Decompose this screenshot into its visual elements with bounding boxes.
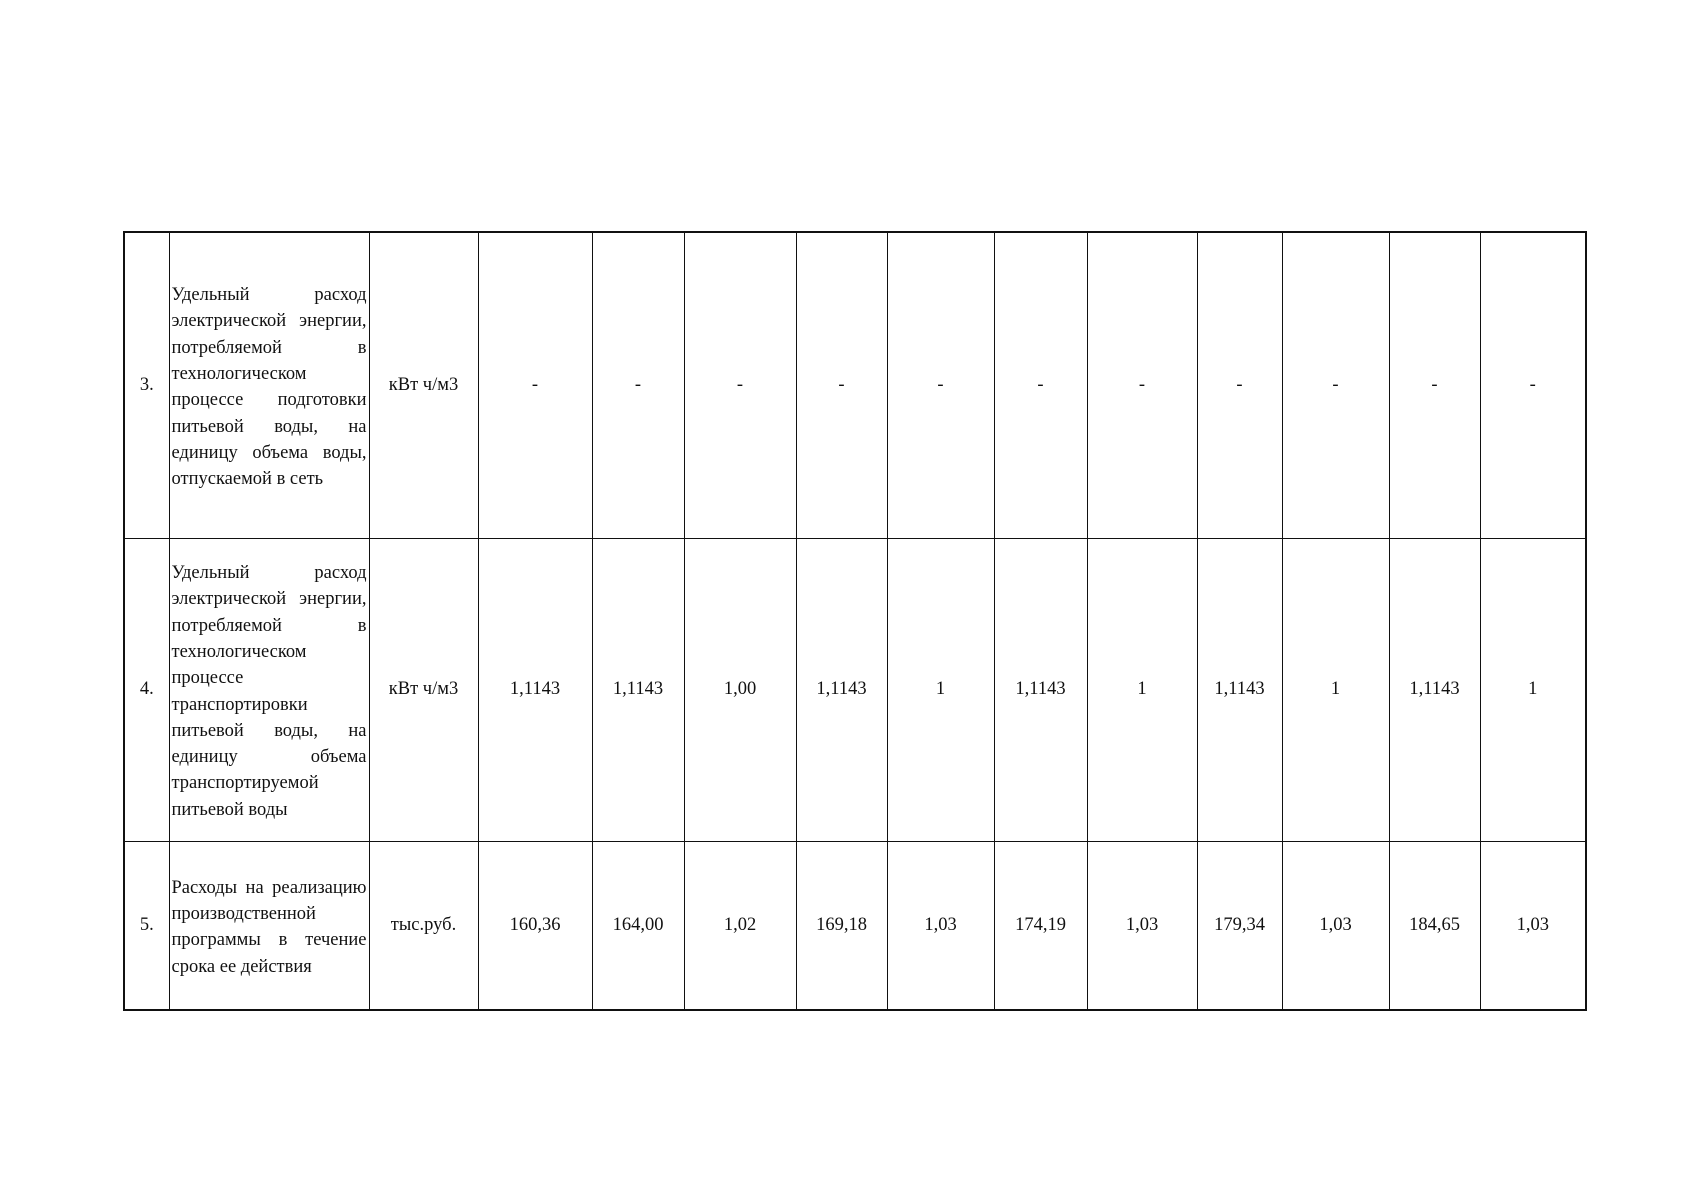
value-cell: - bbox=[887, 232, 994, 538]
value-cell: 1,00 bbox=[684, 538, 796, 841]
indicators-table bbox=[123, 231, 1587, 1011]
value-cell: 184,65 bbox=[1389, 841, 1480, 1010]
row-number: 4. bbox=[124, 538, 169, 841]
indicator-description: Расходы на реализацию производственной программы в течение срока ее действия bbox=[169, 841, 369, 1010]
indicator-description: Удельный расход электрической энергии, потребляемой в технологическом процессе подготовки питьевой воды, на единицу объема воды, отпускаемой в сеть bbox=[169, 232, 369, 538]
value-cell: 160,36 bbox=[478, 841, 592, 1010]
value-cell: 169,18 bbox=[796, 841, 887, 1010]
value-cell: 1,1143 bbox=[994, 538, 1087, 841]
table-row bbox=[124, 841, 1586, 1010]
unit-cell: кВт ч/м3 bbox=[369, 232, 478, 538]
value-cell: 1,1143 bbox=[1389, 538, 1480, 841]
row-number: 5. bbox=[124, 841, 169, 1010]
value-cell: 1,1143 bbox=[592, 538, 684, 841]
value-cell: - bbox=[994, 232, 1087, 538]
value-cell: - bbox=[684, 232, 796, 538]
value-cell: 1 bbox=[1087, 538, 1197, 841]
value-cell: 1,1143 bbox=[1197, 538, 1282, 841]
value-cell: - bbox=[1087, 232, 1197, 538]
value-cell: - bbox=[796, 232, 887, 538]
value-cell: - bbox=[1389, 232, 1480, 538]
value-cell: 179,34 bbox=[1197, 841, 1282, 1010]
value-cell: 1,03 bbox=[1087, 841, 1197, 1010]
row-number: 3. bbox=[124, 232, 169, 538]
value-cell: 1 bbox=[887, 538, 994, 841]
unit-cell: тыс.руб. bbox=[369, 841, 478, 1010]
value-cell: 1,1143 bbox=[796, 538, 887, 841]
value-cell: 1,03 bbox=[1282, 841, 1389, 1010]
value-cell: 1 bbox=[1480, 538, 1586, 841]
value-cell: 1,03 bbox=[887, 841, 994, 1010]
value-cell: 1,03 bbox=[1480, 841, 1586, 1010]
value-cell: - bbox=[1282, 232, 1389, 538]
value-cell: 1 bbox=[1282, 538, 1389, 841]
value-cell: - bbox=[1197, 232, 1282, 538]
value-cell: 164,00 bbox=[592, 841, 684, 1010]
value-cell: 1,1143 bbox=[478, 538, 592, 841]
value-cell: - bbox=[478, 232, 592, 538]
unit-cell: кВт ч/м3 bbox=[369, 538, 478, 841]
value-cell: - bbox=[1480, 232, 1586, 538]
table-row bbox=[124, 232, 1586, 538]
table-row bbox=[124, 538, 1586, 841]
value-cell: - bbox=[592, 232, 684, 538]
value-cell: 1,02 bbox=[684, 841, 796, 1010]
value-cell: 174,19 bbox=[994, 841, 1087, 1010]
indicator-description: Удельный расход электрической энергии, потребляемой в технологическом процессе транспортировки питьевой воды, на единицу объема транспортируемой питьевой воды bbox=[169, 538, 369, 841]
